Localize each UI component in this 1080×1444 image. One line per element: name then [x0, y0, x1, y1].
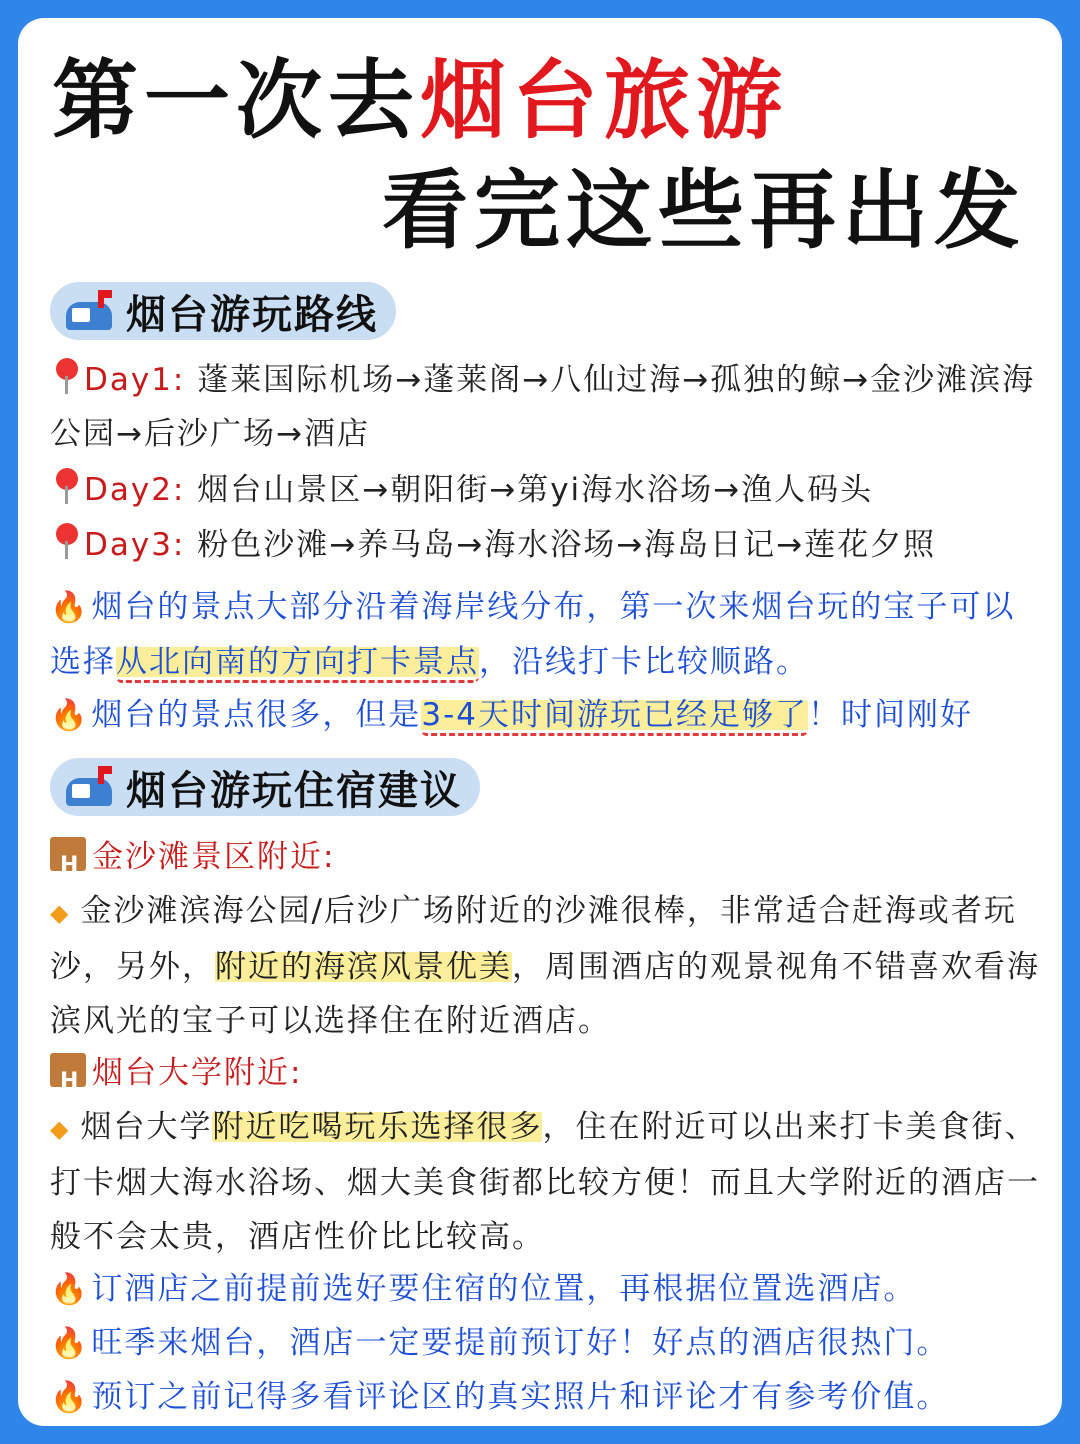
- mailbox-icon: [64, 290, 118, 332]
- day3-label: Day3:: [84, 527, 186, 563]
- content-card: [18, 18, 1062, 1426]
- title-red: 烟台旅游: [420, 51, 788, 151]
- area2-label: 烟台大学附近:: [92, 1055, 303, 1091]
- route-tip-2-highlight: 3-4天时间游玩已经足够了: [421, 697, 808, 736]
- diamond-icon: ◆: [50, 1115, 71, 1143]
- pin-icon: [50, 356, 84, 396]
- title-line-1: [52, 51, 788, 151]
- hotel-icon: [50, 1053, 86, 1087]
- diamond-icon: ◆: [50, 899, 71, 927]
- day2-label: Day2:: [84, 472, 186, 508]
- fire-icon: 🔥: [50, 698, 90, 733]
- pin-icon: [50, 466, 84, 506]
- title-line-2: 看完这些再出发: [382, 161, 1026, 261]
- fire-icon: 🔥: [50, 1326, 90, 1361]
- mailbox-icon: [64, 766, 118, 808]
- pin-icon: [50, 521, 84, 561]
- area1-label: 金沙滩景区附近:: [92, 839, 336, 875]
- fire-icon: 🔥: [50, 590, 90, 625]
- area2-highlight: 附近吃喝玩乐选择很多: [212, 1109, 543, 1145]
- stay-tip-1: 🔥订酒店之前提前选好要住宿的位置，再根据位置选酒店。: [50, 1271, 917, 1307]
- area2-heading: [50, 1046, 1040, 1100]
- day1-item: [50, 353, 1040, 461]
- route-tip-1-highlight: 从北向南的方向打卡景点: [116, 644, 479, 683]
- area2-text: ◆ 烟台大学附近吃喝玩乐选择很多，住在附近可以出来打卡美食街、打卡烟大海水浴场、烟大美食街都比较方便！而且大学附近的酒店一般不会太贵，酒店性价比比较高。: [50, 1109, 1040, 1255]
- area1-highlight: 附近的海滨风景优美: [215, 949, 512, 985]
- fire-icon: 🔥: [50, 1272, 90, 1307]
- route-tip-1: 🔥烟台的景点大部分沿着海岸线分布，第一次来烟台玩的宝子可以选择从北向南的方向打卡景点，沿线打卡比较顺路。: [50, 580, 1040, 689]
- title-black: 第一次去: [52, 51, 420, 151]
- day1-label: Day1:: [84, 362, 186, 398]
- day3-item: [50, 518, 1040, 572]
- day1-text: 蓬莱国际机场→蓬莱阁→八仙过海→孤独的鲸→金沙滩滨海公园→后沙广场→酒店: [50, 362, 1036, 452]
- area1-text: ◆ 金沙滩滨海公园/后沙广场附近的沙滩很棒，非常适合赶海或者玩沙，另外，附近的海滨风景优美，周围酒店的观景视角不错喜欢看海滨风光的宝子可以选择住在附近酒店。: [50, 893, 1040, 1039]
- section-route-header: [50, 282, 396, 340]
- fire-icon: 🔥: [50, 1380, 90, 1415]
- section-stay-header: [50, 758, 480, 816]
- stay-tip-2: 🔥旺季来烟台，酒店一定要提前预订好！好点的酒店很热门。: [50, 1325, 950, 1361]
- stay-tip-3: 🔥预订之前记得多看评论区的真实照片和评论才有参考价值。: [50, 1379, 950, 1415]
- day2-text: 烟台山景区→朝阳街→第yi海水浴场→渔人码头: [197, 472, 874, 508]
- route-tip-2: 🔥烟台的景点很多，但是3-4天时间游玩已经足够了！时间刚好: [50, 688, 1040, 743]
- day2-item: [50, 463, 1040, 517]
- section-route-title: 烟台游玩路线: [126, 291, 378, 338]
- area1-heading: [50, 830, 1040, 884]
- hotel-icon: [50, 837, 86, 871]
- day3-text: 粉色沙滩→养马岛→海水浴场→海岛日记→莲花夕照: [197, 527, 937, 563]
- section-stay-title: 烟台游玩住宿建议: [126, 767, 462, 814]
